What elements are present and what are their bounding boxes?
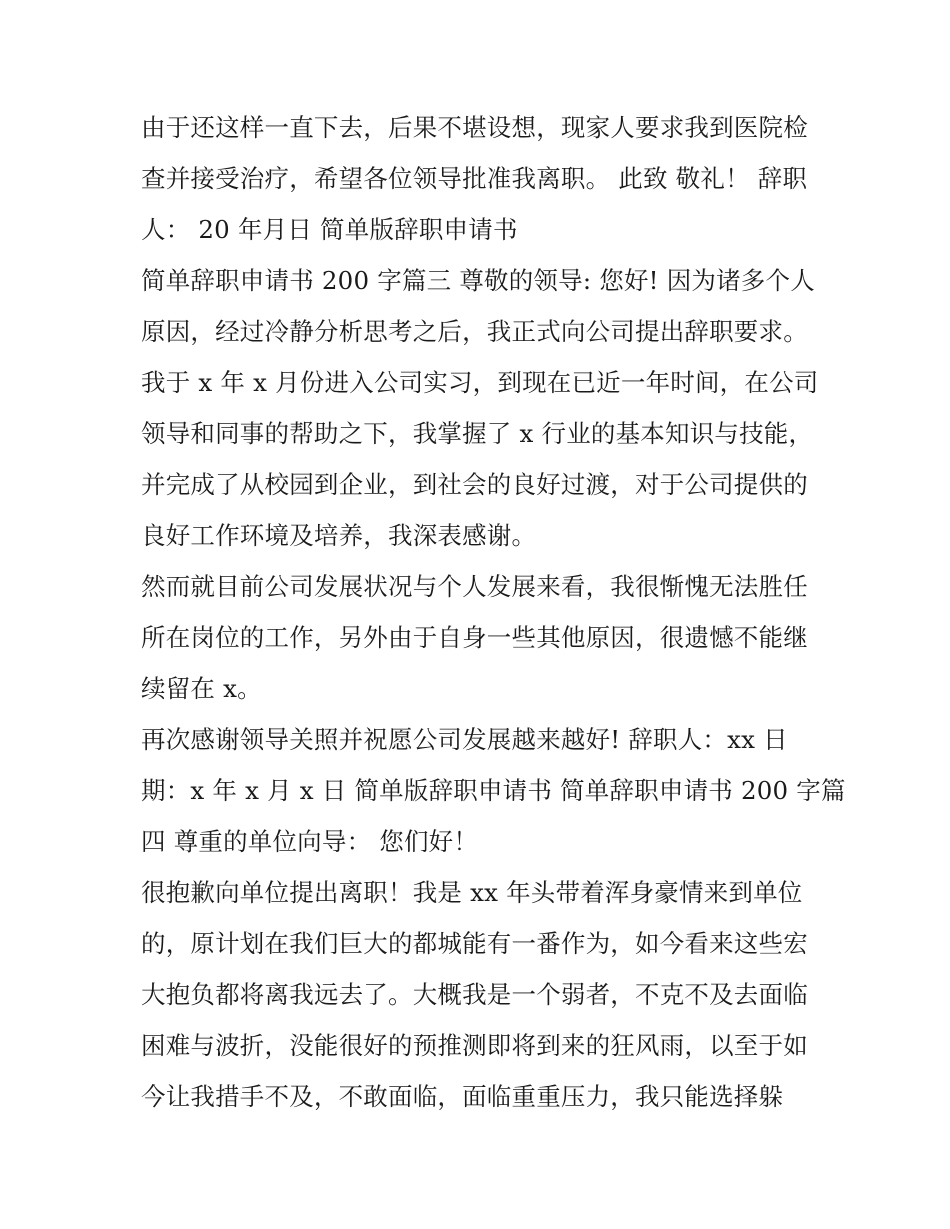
text-line: 今让我措手不及，不敢面临，面临重重压力，我只能选择躲	[141, 1082, 784, 1111]
text-line: 四 尊重的单位向导： 您们好！	[141, 827, 479, 856]
text-line: 并完成了从校园到企业，到社会的良好过渡，对于公司提供的	[141, 470, 808, 499]
text-line: 良好工作环境及培养，我深表感谢。	[141, 521, 537, 550]
text-line: 困难与波折，没能很好的预推测即将到来的狂风雨，以至于如	[141, 1031, 808, 1060]
text-line: 原因，经过冷静分析思考之后，我正式向公司提出辞职要求。	[141, 317, 808, 346]
text-line: 大抱负都将离我远去了。大概我是一个弱者，不克不及去面临	[141, 980, 808, 1009]
text-line: 很抱歉向单位提出离职！我是 xx 年头带着浑身豪情来到单位	[141, 878, 803, 907]
text-line: 的，原计划在我们巨大的都城能有一番作为，如今看来这些宏	[141, 929, 808, 958]
text-line: 由于还这样一直下去，后果不堪设想，现家人要求我到医院检	[141, 113, 808, 142]
text-line: 简单辞职申请书 200 字篇三 尊敬的领导: 您好! 因为诸多个人	[141, 266, 815, 295]
text-line: 期：x 年 x 月 x 日 简单版辞职申请书 简单辞职申请书 200 字篇	[141, 776, 846, 805]
text-line: 领导和同事的帮助之下，我掌握了 x 行业的基本知识与技能，	[141, 419, 814, 448]
text-line: 续留在 x。	[141, 674, 262, 703]
text-line: 所在岗位的工作，另外由于自身一些其他原因，很遗憾不能继	[141, 623, 808, 652]
text-line: 人： 20 年月日 简单版辞职申请书	[141, 215, 518, 244]
text-line: 然而就目前公司发展状况与个人发展来看，我很惭愧无法胜任	[141, 572, 808, 601]
text-line: 查并接受治疗，希望各位领导批准我离职。 此致 敬礼！ 辞职	[141, 164, 808, 193]
document-body	[141, 102, 846, 1122]
text-line: 再次感谢领导关照并祝愿公司发展越来越好! 辞职人：xx 日	[141, 725, 788, 754]
text-line: 我于 x 年 x 月份进入公司实习，到现在已近一年时间，在公司	[141, 368, 819, 397]
